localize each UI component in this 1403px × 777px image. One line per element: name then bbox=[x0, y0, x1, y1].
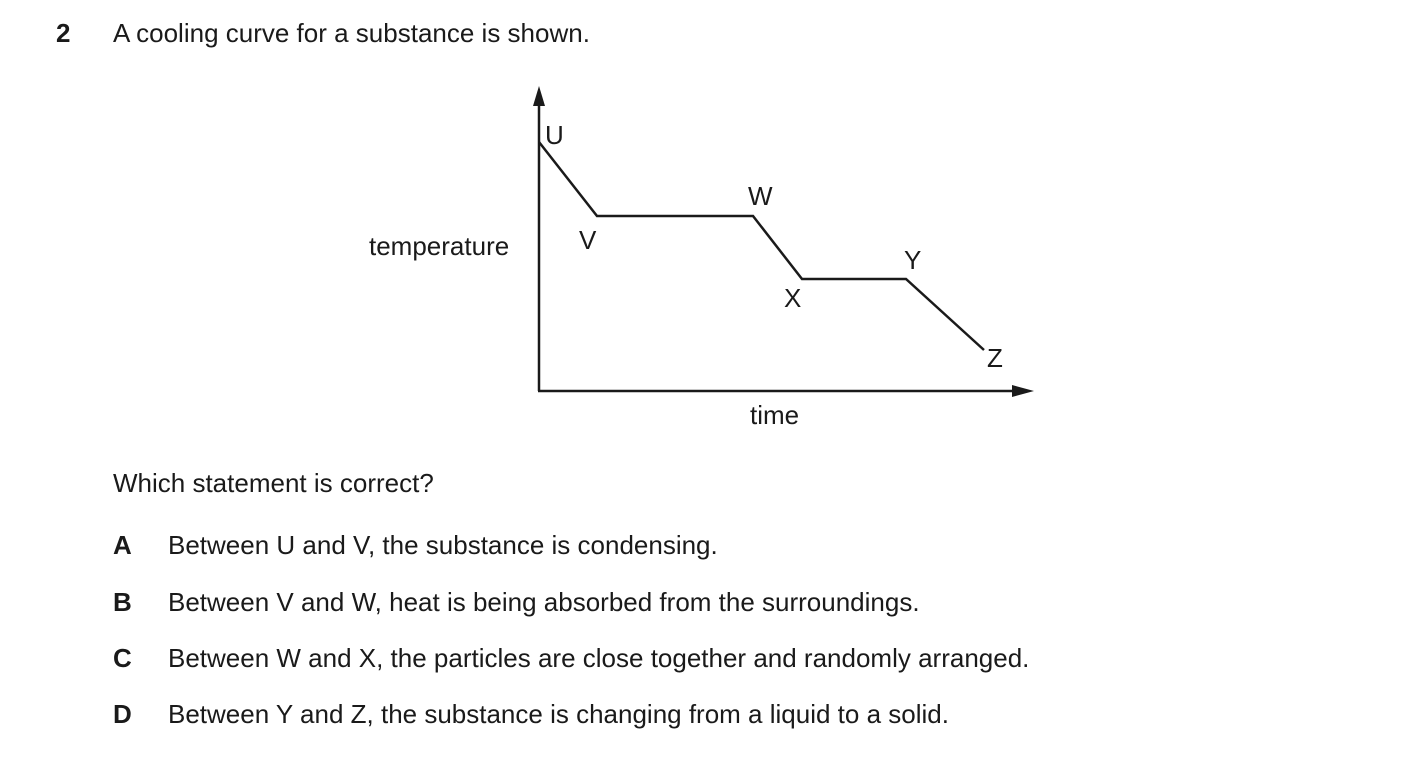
option-d[interactable] bbox=[113, 699, 949, 730]
point-label-x: X bbox=[784, 283, 802, 313]
option-d-letter: D bbox=[113, 699, 132, 729]
question-stem: A cooling curve for a substance is shown. bbox=[113, 18, 590, 48]
option-c-text: Between W and X, the particles are close together and randomly arranged. bbox=[168, 643, 1030, 673]
option-d-text: Between Y and Z, the substance is changing from a liquid to a solid. bbox=[168, 699, 949, 729]
option-a-letter: A bbox=[113, 530, 132, 560]
option-c[interactable] bbox=[113, 643, 1029, 674]
x-axis-label: time bbox=[750, 400, 800, 430]
point-label-u: U bbox=[545, 120, 564, 150]
y-axis-label: temperature bbox=[369, 231, 510, 261]
point-label-y: Y bbox=[904, 245, 922, 275]
option-b-letter: B bbox=[113, 587, 132, 617]
question-number: 2 bbox=[56, 18, 71, 48]
question-prompt: Which statement is correct? bbox=[113, 468, 434, 498]
point-label-z: Z bbox=[987, 343, 1003, 373]
option-a[interactable] bbox=[113, 530, 718, 561]
y-axis-arrowhead bbox=[533, 86, 545, 106]
x-axis-arrowhead bbox=[1012, 385, 1034, 397]
option-b[interactable] bbox=[113, 587, 920, 618]
point-label-w: W bbox=[748, 181, 773, 211]
option-a-text: Between U and V, the substance is condensing. bbox=[168, 530, 718, 560]
point-label-v: V bbox=[579, 225, 597, 255]
option-c-letter: C bbox=[113, 643, 132, 673]
option-b-text: Between V and W, heat is being absorbed from the surroundings. bbox=[168, 587, 920, 617]
